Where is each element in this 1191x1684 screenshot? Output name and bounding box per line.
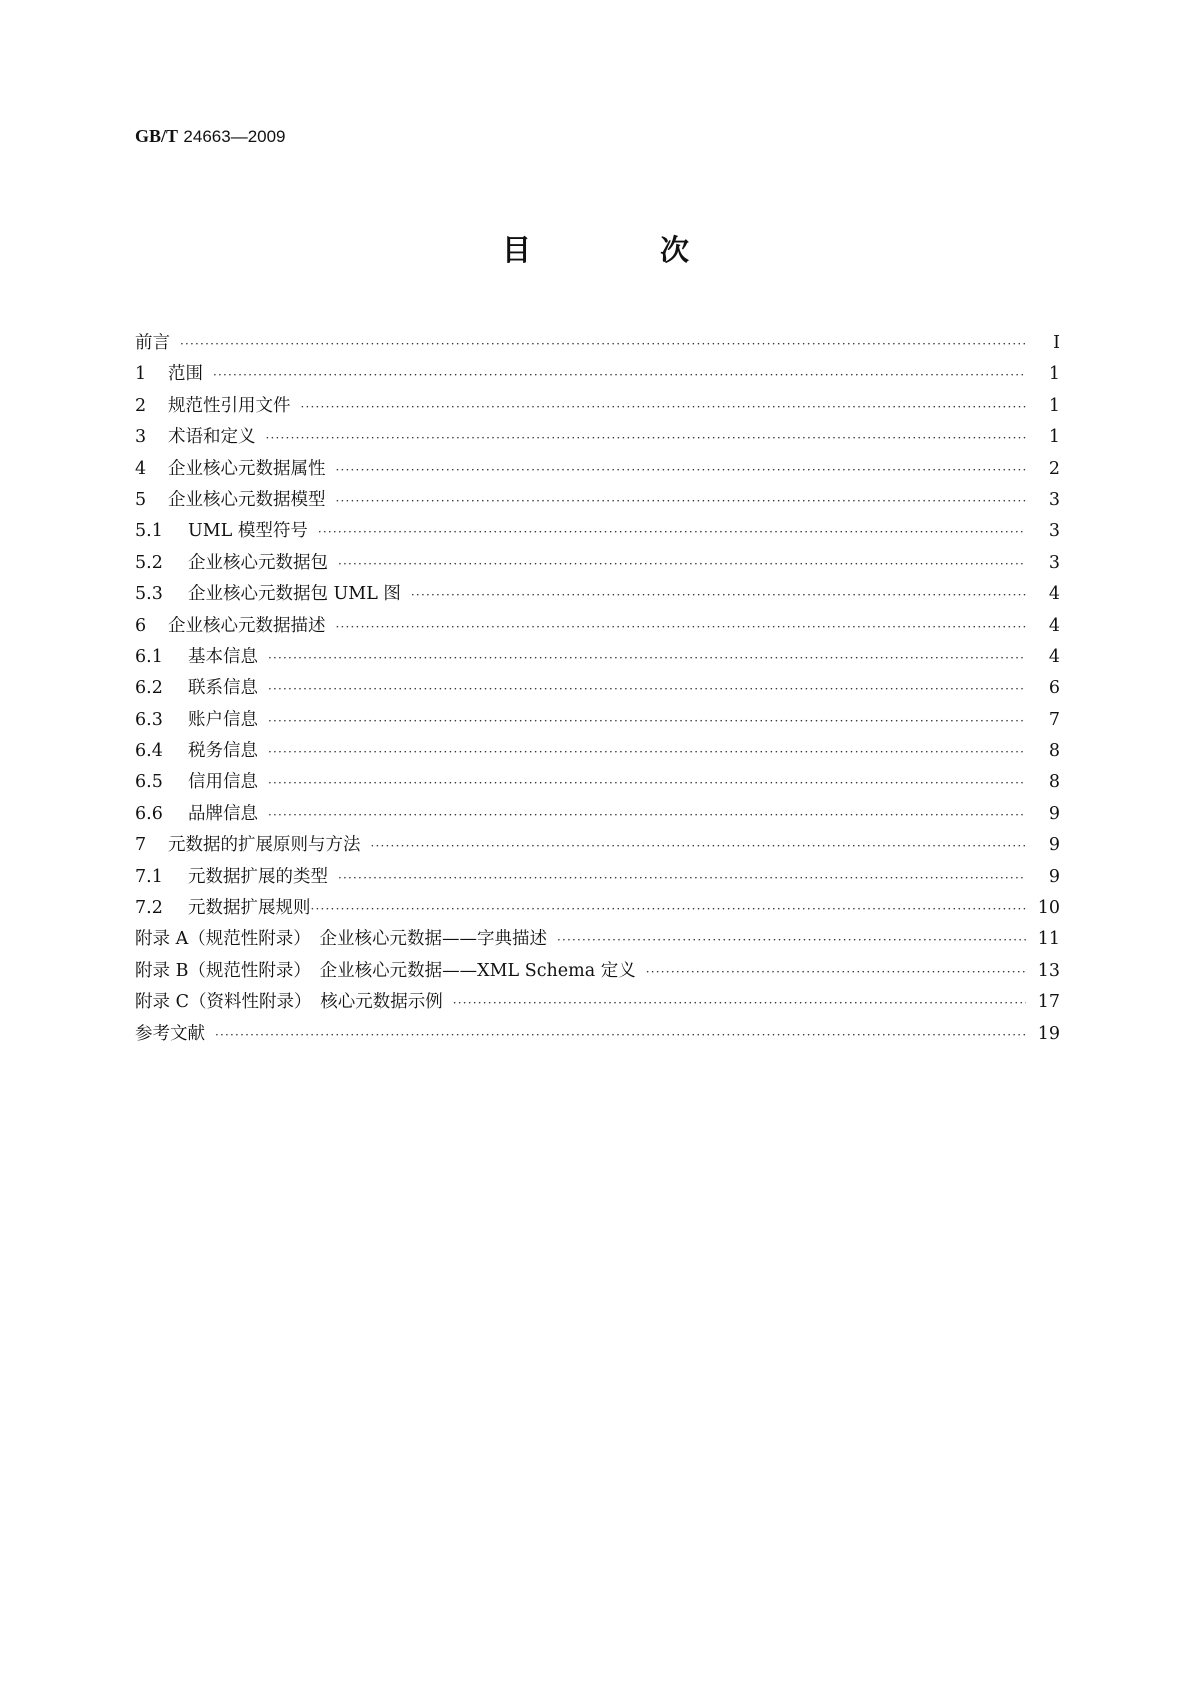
toc-entry[interactable] bbox=[135, 737, 1060, 768]
dot-leader bbox=[268, 714, 1026, 728]
toc-entry-page: Ⅰ bbox=[1053, 333, 1060, 353]
toc-entry-label: 企业核心元数据包 bbox=[188, 552, 328, 573]
toc-entry-label: 企业核心元数据属性 bbox=[168, 458, 326, 479]
dot-leader bbox=[301, 400, 1027, 414]
table-of-contents bbox=[135, 329, 1060, 1051]
toc-entry-page: 9 bbox=[1048, 803, 1060, 824]
toc-entry-page: 4 bbox=[1048, 615, 1060, 636]
dot-leader bbox=[268, 776, 1026, 790]
toc-entry[interactable] bbox=[135, 1020, 1060, 1051]
toc-entry-label: 信用信息 bbox=[188, 772, 258, 793]
toc-entry-number: 6 bbox=[135, 615, 147, 636]
toc-entry-label: 企业核心元数据包 UML 图 bbox=[188, 584, 401, 605]
toc-entry[interactable] bbox=[135, 517, 1060, 548]
toc-entry-label: 税务信息 bbox=[188, 741, 258, 762]
toc-entry-number: 1 bbox=[135, 364, 147, 385]
toc-entry-number: 6.1 bbox=[135, 646, 163, 667]
toc-entry-label: UML 模型符号 bbox=[188, 521, 308, 542]
toc-entry-number: 7.2 bbox=[135, 898, 163, 919]
toc-entry-page: 3 bbox=[1048, 552, 1060, 573]
toc-entry-number: 5.3 bbox=[135, 584, 163, 605]
toc-entry-number: 6.6 bbox=[135, 803, 163, 824]
toc-entry-number: 7 bbox=[135, 835, 147, 856]
toc-entry-label: 企业核心元数据模型 bbox=[168, 489, 326, 510]
toc-entry[interactable] bbox=[135, 800, 1060, 831]
toc-entry[interactable] bbox=[135, 643, 1060, 674]
toc-entry[interactable] bbox=[135, 988, 1060, 1019]
toc-entry[interactable] bbox=[135, 329, 1060, 360]
toc-entry-page: 3 bbox=[1048, 521, 1060, 542]
toc-entry-label: 术语和定义 bbox=[168, 427, 256, 448]
toc-entry-number: 6.3 bbox=[135, 709, 163, 730]
toc-entry-label: 企业核心元数据描述 bbox=[168, 615, 326, 636]
dot-leader bbox=[336, 494, 1027, 508]
toc-entry-label: 账户信息 bbox=[188, 709, 258, 730]
toc-entry-number: 5.1 bbox=[135, 521, 163, 542]
standard-number: 24663—2009 bbox=[183, 127, 286, 146]
toc-entry-number: 7.1 bbox=[135, 866, 163, 887]
toc-entry-number: 3 bbox=[135, 427, 147, 448]
page-title: 目 次 bbox=[501, 233, 739, 267]
toc-entry[interactable] bbox=[135, 486, 1060, 517]
dot-leader bbox=[646, 965, 1026, 979]
toc-entry-label: 联系信息 bbox=[188, 678, 258, 699]
toc-entry-page: 1 bbox=[1048, 395, 1060, 416]
toc-entry-page: 8 bbox=[1048, 741, 1060, 762]
toc-entry-page: 6 bbox=[1048, 678, 1060, 699]
dot-leader bbox=[180, 337, 1026, 351]
dot-leader bbox=[311, 902, 1027, 916]
dot-leader bbox=[338, 557, 1026, 571]
toc-entry[interactable] bbox=[135, 360, 1060, 391]
toc-entry[interactable] bbox=[135, 863, 1060, 894]
toc-entry-page: 1 bbox=[1048, 427, 1060, 448]
dot-leader bbox=[318, 525, 1026, 539]
toc-entry-page: 3 bbox=[1048, 489, 1060, 510]
toc-entry[interactable] bbox=[135, 925, 1060, 956]
toc-entry[interactable] bbox=[135, 549, 1060, 580]
toc-entry[interactable] bbox=[135, 957, 1060, 988]
toc-entry[interactable] bbox=[135, 580, 1060, 611]
toc-entry-number: 6.2 bbox=[135, 678, 163, 699]
toc-entry-label: 范围 bbox=[168, 364, 203, 385]
toc-entry-page: 4 bbox=[1048, 584, 1060, 605]
dot-leader bbox=[215, 1028, 1026, 1042]
toc-entry-number: 5 bbox=[135, 489, 147, 510]
toc-entry-label: 前言 bbox=[135, 333, 170, 353]
toc-entry[interactable] bbox=[135, 831, 1060, 862]
toc-entry-page: 1 bbox=[1048, 364, 1060, 385]
dot-leader bbox=[453, 996, 1026, 1010]
toc-entry-number: 4 bbox=[135, 458, 147, 479]
toc-entry[interactable] bbox=[135, 455, 1060, 486]
toc-entry-page: 7 bbox=[1048, 709, 1060, 730]
toc-entry-page: 2 bbox=[1048, 458, 1060, 479]
toc-entry-label: 品牌信息 bbox=[188, 803, 258, 824]
toc-entry[interactable] bbox=[135, 674, 1060, 705]
dot-leader bbox=[336, 620, 1027, 634]
toc-entry-number: 5.2 bbox=[135, 552, 163, 573]
toc-entry-page: 4 bbox=[1048, 646, 1060, 667]
toc-entry-page: 9 bbox=[1048, 866, 1060, 887]
toc-entry-page: 11 bbox=[1037, 929, 1060, 950]
dot-leader bbox=[266, 431, 1027, 445]
dot-leader bbox=[338, 871, 1026, 885]
toc-entry[interactable] bbox=[135, 423, 1060, 454]
toc-entry-label: 附录 A（规范性附录） 企业核心元数据——字典描述 bbox=[135, 929, 547, 950]
dot-leader bbox=[371, 839, 1027, 853]
toc-entry-label: 元数据的扩展原则与方法 bbox=[168, 835, 361, 856]
toc-entry-page: 10 bbox=[1037, 898, 1060, 919]
toc-entry[interactable] bbox=[135, 768, 1060, 799]
toc-entry-page: 9 bbox=[1048, 835, 1060, 856]
toc-entry-page: 13 bbox=[1037, 960, 1060, 981]
toc-entry-number: 6.4 bbox=[135, 741, 163, 762]
standard-prefix: GB/T bbox=[135, 126, 179, 146]
toc-entry-label: 基本信息 bbox=[188, 646, 258, 667]
toc-entry[interactable] bbox=[135, 894, 1060, 925]
toc-entry-number: 2 bbox=[135, 395, 147, 416]
toc-entry[interactable] bbox=[135, 706, 1060, 737]
dot-leader bbox=[411, 588, 1026, 602]
toc-entry[interactable] bbox=[135, 392, 1060, 423]
dot-leader bbox=[268, 682, 1026, 696]
dot-leader bbox=[268, 745, 1026, 759]
toc-entry-label: 元数据扩展规则 bbox=[188, 898, 311, 919]
dot-leader bbox=[557, 933, 1026, 947]
toc-entry-page: 17 bbox=[1037, 992, 1060, 1013]
dot-leader bbox=[268, 808, 1026, 822]
toc-entry-label: 参考文献 bbox=[135, 1023, 205, 1044]
toc-entry-number: 6.5 bbox=[135, 772, 163, 793]
toc-entry-page: 19 bbox=[1037, 1023, 1060, 1044]
standard-header bbox=[135, 126, 286, 147]
dot-leader bbox=[336, 463, 1027, 477]
toc-entry[interactable] bbox=[135, 612, 1060, 643]
toc-entry-label: 附录 C（资料性附录） 核心元数据示例 bbox=[135, 992, 443, 1013]
toc-entry-page: 8 bbox=[1048, 772, 1060, 793]
dot-leader bbox=[268, 651, 1026, 665]
toc-entry-label: 规范性引用文件 bbox=[168, 395, 291, 416]
toc-entry-label: 元数据扩展的类型 bbox=[188, 866, 328, 887]
dot-leader bbox=[213, 368, 1026, 382]
toc-entry-label: 附录 B（规范性附录） 企业核心元数据——XML Schema 定义 bbox=[135, 960, 636, 981]
